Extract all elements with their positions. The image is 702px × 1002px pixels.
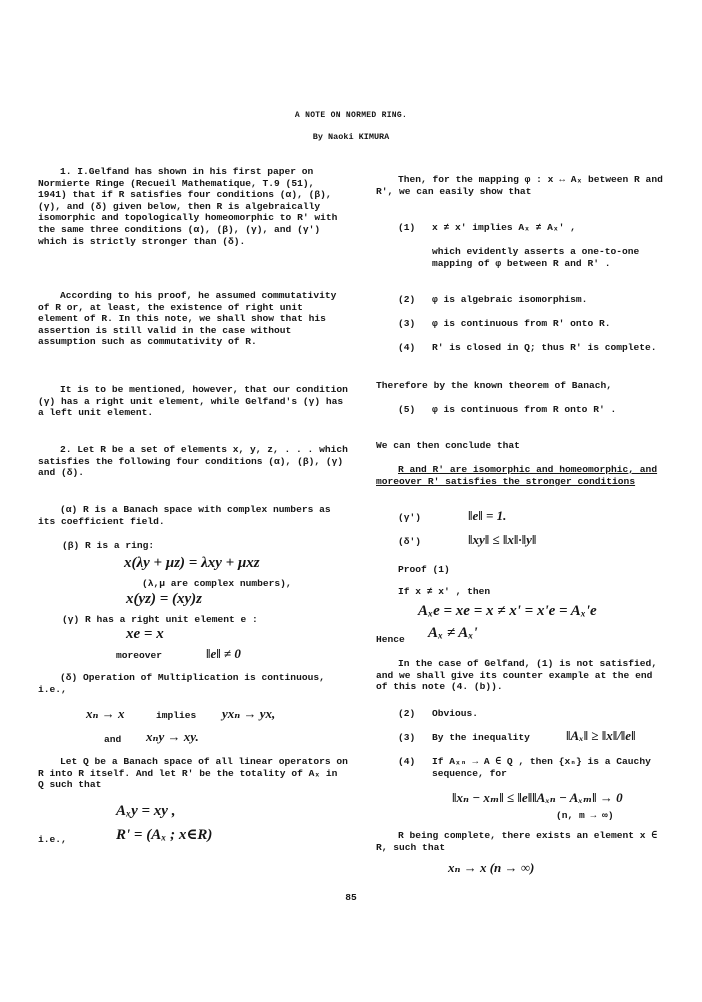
final-limit-formula: xₙ → x (n → ∞) bbox=[448, 860, 535, 875]
conclusion-statement: R and R' are isomorphic and homeomorphic, and moreover R' satisfies the stronger conditions bbox=[376, 464, 658, 487]
beta-note: (λ,μ are complex numbers), bbox=[142, 578, 292, 589]
proof-3-inequality: ‖Aₓ‖ ≥ ‖x‖/‖e‖ bbox=[566, 728, 636, 743]
gamma-formula: xe = x bbox=[126, 626, 164, 642]
page-number: 85 bbox=[345, 892, 357, 903]
proof-2-text: Obvious. bbox=[432, 708, 479, 719]
proof-3-text: By the inequality bbox=[432, 732, 530, 743]
item-2-text: φ is algebraic isomorphism. bbox=[432, 294, 588, 305]
delta-formula-3: xₙy → xy. bbox=[146, 729, 199, 744]
condition-beta-label: (β) bbox=[62, 540, 80, 551]
delta-prime-label: (δ') bbox=[398, 536, 422, 547]
item-3-number: (3) bbox=[398, 318, 416, 329]
operator-definition: Aₓy = xy , bbox=[116, 803, 176, 819]
gamma-prime-label: (γ') bbox=[398, 512, 422, 523]
gamma-prime-formula: ‖e‖ = 1. bbox=[468, 508, 507, 523]
beta-formula-distributive: x(λy + μz) = λxy + μxz bbox=[124, 555, 260, 571]
delta-prime-formula: ‖xy‖ ≤ ‖x‖·‖y‖ bbox=[468, 532, 537, 547]
beta-formula-associative: x(yz) = (xy)z bbox=[126, 591, 203, 607]
proof-3-number: (3) bbox=[398, 732, 416, 743]
gelfand-counterexample: In the case of Gelfand, (1) is not satisfied, and we shall give its counter example at the end of this note (4. (b)). bbox=[376, 658, 658, 693]
item-1-explanation: which evidently asserts a one-to-one mapping of φ between R and R' . bbox=[432, 246, 640, 269]
delta-implies: implies bbox=[156, 710, 197, 721]
proof-heading: Proof (1) bbox=[398, 564, 450, 575]
proof-4-text: If Aₓₙ → A ∈ Q , then {xₙ} is a Cauchy sequence, for bbox=[432, 756, 651, 779]
item-4-number: (4) bbox=[398, 342, 416, 353]
hence-label: Hence bbox=[376, 634, 405, 645]
proof-formula: Aₓe = xe = x ≠ x' = x'e = Aₓ'e bbox=[418, 603, 597, 619]
proof-if-line: If x ≠ x' , then bbox=[398, 586, 491, 597]
condition-delta bbox=[38, 672, 348, 695]
proof-4-number: (4) bbox=[398, 756, 416, 767]
hence-formula: Aₓ ≠ Aₓ' bbox=[428, 625, 478, 641]
condition-delta-text: Operation of Multiplication is continuous, i.e., bbox=[38, 672, 325, 695]
left-paragraph-2: According to his proof, he assumed commutativity of R or, at least, the existence of right unit element of R. In this note, we shall show that his assertion is still valid in the case without assumption such as commutativity of R. bbox=[38, 290, 337, 348]
therefore-line: Therefore by the known theorem of Banach, bbox=[376, 380, 613, 391]
condition-alpha-label: (α) bbox=[60, 504, 78, 515]
condition-gamma-label: (γ) bbox=[62, 614, 80, 625]
completeness-paragraph: R being complete, there exists an element x ∈ R, such that bbox=[376, 830, 658, 853]
item-3-text: φ is continuous from R' onto R. bbox=[432, 318, 611, 329]
item-1-number: (1) bbox=[398, 222, 416, 233]
item-2-number: (2) bbox=[398, 294, 416, 305]
item-4-text: R' is closed in Q; thus R' is complete. bbox=[432, 342, 657, 353]
gamma-moreover: moreover bbox=[116, 650, 163, 661]
left-paragraph-1: 1. I.Gelfand has shown in his first paper on Normierte Ringe (Recueil Mathematique, T.9 (51), 1941) that if R satisfies four conditions (α), (β), (γ), and (δ) given below, then R is algebraically isomorphic and topologically homeomorphic to R' with the same three conditions (α), (β), (γ), and (γ') which is strictly stronger than (δ). bbox=[38, 166, 338, 247]
left-paragraph-3: It is to be mentioned, however, that our condition (γ) has a right unit element, while Gelfand's (γ) has a left unit element. bbox=[38, 384, 348, 419]
condition-alpha bbox=[38, 504, 348, 527]
delta-formula-1: xₙ → x bbox=[86, 706, 125, 721]
condition-gamma-text: R has a right unit element e : bbox=[85, 614, 258, 625]
condition-delta-label: (δ) bbox=[60, 672, 78, 683]
right-intro: Then, for the mapping φ : x ↔ Aₓ between R and R', we can easily show that bbox=[376, 174, 663, 197]
condition-alpha-text: R is a Banach space with complex numbers as its coefficient field. bbox=[38, 504, 331, 527]
author-line: By Naoki KIMURA bbox=[312, 132, 390, 142]
ie-label: i.e., bbox=[38, 834, 67, 845]
delta-and: and bbox=[104, 734, 122, 745]
left-paragraph-4: 2. Let R be a set of elements x, y, z, . . . which satisfies the following four conditions (α), (β), (γ) and (δ). bbox=[38, 444, 348, 479]
cauchy-inequality: ‖xₙ − xₘ‖ ≤ ‖e‖‖Aₓₙ − Aₓₘ‖ → 0 bbox=[452, 790, 623, 805]
r-prime-definition: R' = (Aₓ ; x∈R) bbox=[116, 827, 213, 843]
gamma-norm: ‖e‖ ≠ 0 bbox=[206, 646, 241, 661]
condition-beta bbox=[62, 540, 352, 552]
condition-beta-text: R is a ring: bbox=[85, 540, 155, 551]
condition-gamma bbox=[62, 614, 352, 626]
cauchy-limit: (n, m → ∞) bbox=[556, 810, 614, 821]
proof-2-number: (2) bbox=[398, 708, 416, 719]
conclude-line: We can then conclude that bbox=[376, 440, 520, 451]
item-5-text: φ is continuous from R onto R' . bbox=[432, 404, 617, 415]
left-paragraph-5: Let Q be a Banach space of all linear operators on R into R itself. And let R' be the totality of Aₓ in Q such that bbox=[38, 756, 348, 791]
delta-formula-2: yxₙ → yx, bbox=[222, 706, 276, 721]
item-5-number: (5) bbox=[398, 404, 416, 415]
item-1-text: x ≠ x' implies Aₓ ≠ Aₓ' , bbox=[432, 222, 576, 233]
paper-title: A NOTE ON NORMED RING. bbox=[294, 111, 408, 120]
